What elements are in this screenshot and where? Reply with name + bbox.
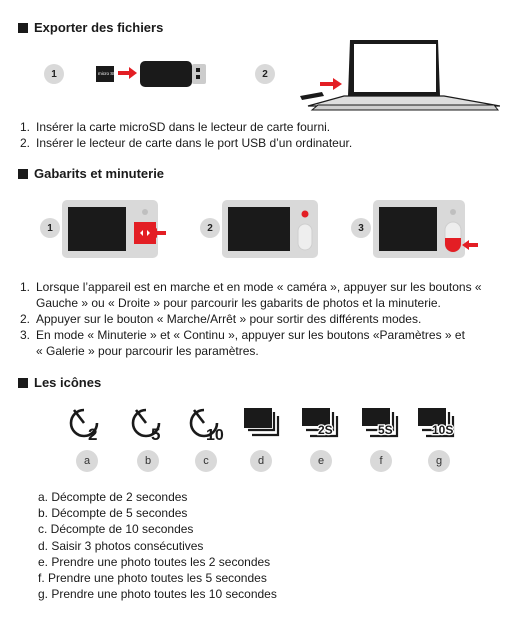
legend-item: a. Décompte de 2 secondes (38, 490, 188, 504)
step-number: 1. (20, 280, 31, 294)
section-title-text: Exporter des fichiers (34, 20, 164, 35)
step-badge: 2 (255, 64, 275, 84)
step-badge: 3 (351, 218, 371, 238)
icon-letter-badge: f (370, 450, 392, 472)
step-text: Insérer la carte microSD dans le lecteur de carte fourni. (36, 120, 331, 134)
step-number: 3. (20, 328, 31, 342)
legend-item: f. Prendre une photo toutes les 5 secondes (38, 571, 267, 586)
timer-value-text: 5 (151, 425, 161, 442)
export-steps-list (20, 119, 352, 151)
burst-3-icon (242, 406, 282, 440)
camera-illustration-3 (373, 200, 465, 258)
interval-value-text: 2S (318, 423, 333, 437)
section-title-export (18, 20, 163, 35)
legend-item: c. Décompte de 10 secondes (38, 522, 194, 537)
legend-item: e. Prendre une photo toutes les 2 secondes (38, 554, 271, 569)
legend-item: g. Prendre une photo toutes les 10 secondes (38, 587, 277, 602)
bullet-square-icon (18, 169, 28, 179)
step-number: 2. (20, 136, 31, 150)
list-item (20, 343, 482, 359)
arrow-right-icon (118, 67, 137, 79)
list-item (20, 119, 352, 135)
icon-letter-badge: g (428, 450, 450, 472)
timer-10-icon (188, 404, 230, 442)
icon-letter-badge: d (250, 450, 272, 472)
list-item (20, 327, 482, 343)
timer-value-text: 2 (88, 425, 98, 442)
icon-legend (38, 489, 277, 602)
arrow-left-icon (150, 228, 166, 238)
step-text: Lorsque l’appareil est en marche et en mode « caméra », appuyer sur les boutons « (36, 280, 482, 294)
section-title-templates (18, 166, 164, 181)
icon-letter-badge: e (310, 450, 332, 472)
arrow-into-port-icon (320, 78, 342, 90)
bullet-square-icon (18, 23, 28, 33)
list-item (20, 295, 482, 311)
arrow-left-icon (462, 240, 478, 250)
step-text: Appuyer sur le bouton « Marche/Arrêt » pour sortir des différents modes. (36, 312, 422, 326)
card-reader-small-icon (300, 92, 324, 100)
camera-icon (222, 200, 318, 258)
legend-item: d. Saisir 3 photos consécutives (38, 538, 204, 553)
laptop-icon (308, 40, 500, 110)
bullet-square-icon (18, 378, 28, 388)
step-text: Insérer le lecteur de carte dans le port USB d’un ordinateur. (36, 136, 353, 150)
camera-icon (373, 200, 465, 258)
step-number: 1. (20, 120, 31, 134)
section-title-text: Gabarits et minuterie (34, 166, 165, 181)
interval-2s-icon (300, 406, 344, 440)
step-text: En mode « Minuterie » et « Continu », appuyer sur les boutons «Paramètres » et (36, 328, 465, 342)
legend-item: b. Décompte de 5 secondes (38, 506, 188, 521)
list-item (20, 279, 482, 295)
camera-illustration-2 (222, 200, 318, 258)
icon-letter-badge: c (195, 450, 217, 472)
card-reader-illustration (94, 56, 214, 92)
template-steps-list (20, 279, 482, 359)
interval-10s-icon (416, 406, 464, 440)
microsd-card-icon (96, 66, 117, 82)
step-text-continued: « Galerie » pour parcourir les paramètres. (36, 344, 259, 358)
list-item (20, 135, 352, 151)
icon-letter-badge: b (137, 450, 159, 472)
interval-value-text: 10S (432, 423, 454, 437)
step-badge: 1 (44, 64, 64, 84)
card-reader-icon (140, 61, 206, 87)
section-title-text: Les icônes (34, 375, 102, 390)
list-item (20, 311, 482, 327)
timer-value-text: 10 (206, 427, 224, 442)
microsd-card-text: micro SD (98, 71, 117, 76)
step-badge: 2 (200, 218, 220, 238)
icon-letter-badge: a (76, 450, 98, 472)
interval-value-text: 5S (378, 423, 393, 437)
interval-5s-icon (360, 406, 404, 440)
laptop-illustration (298, 36, 500, 112)
timer-2-icon (68, 404, 108, 442)
camera-icon (62, 200, 158, 258)
step-text-continued: Gauche » ou « Droite » pour parcourir les gabarits de photos et la minuterie. (36, 296, 441, 310)
step-number: 2. (20, 312, 31, 326)
timer-5-icon (130, 404, 170, 442)
section-title-icons (18, 375, 101, 390)
step-badge: 1 (40, 218, 60, 238)
